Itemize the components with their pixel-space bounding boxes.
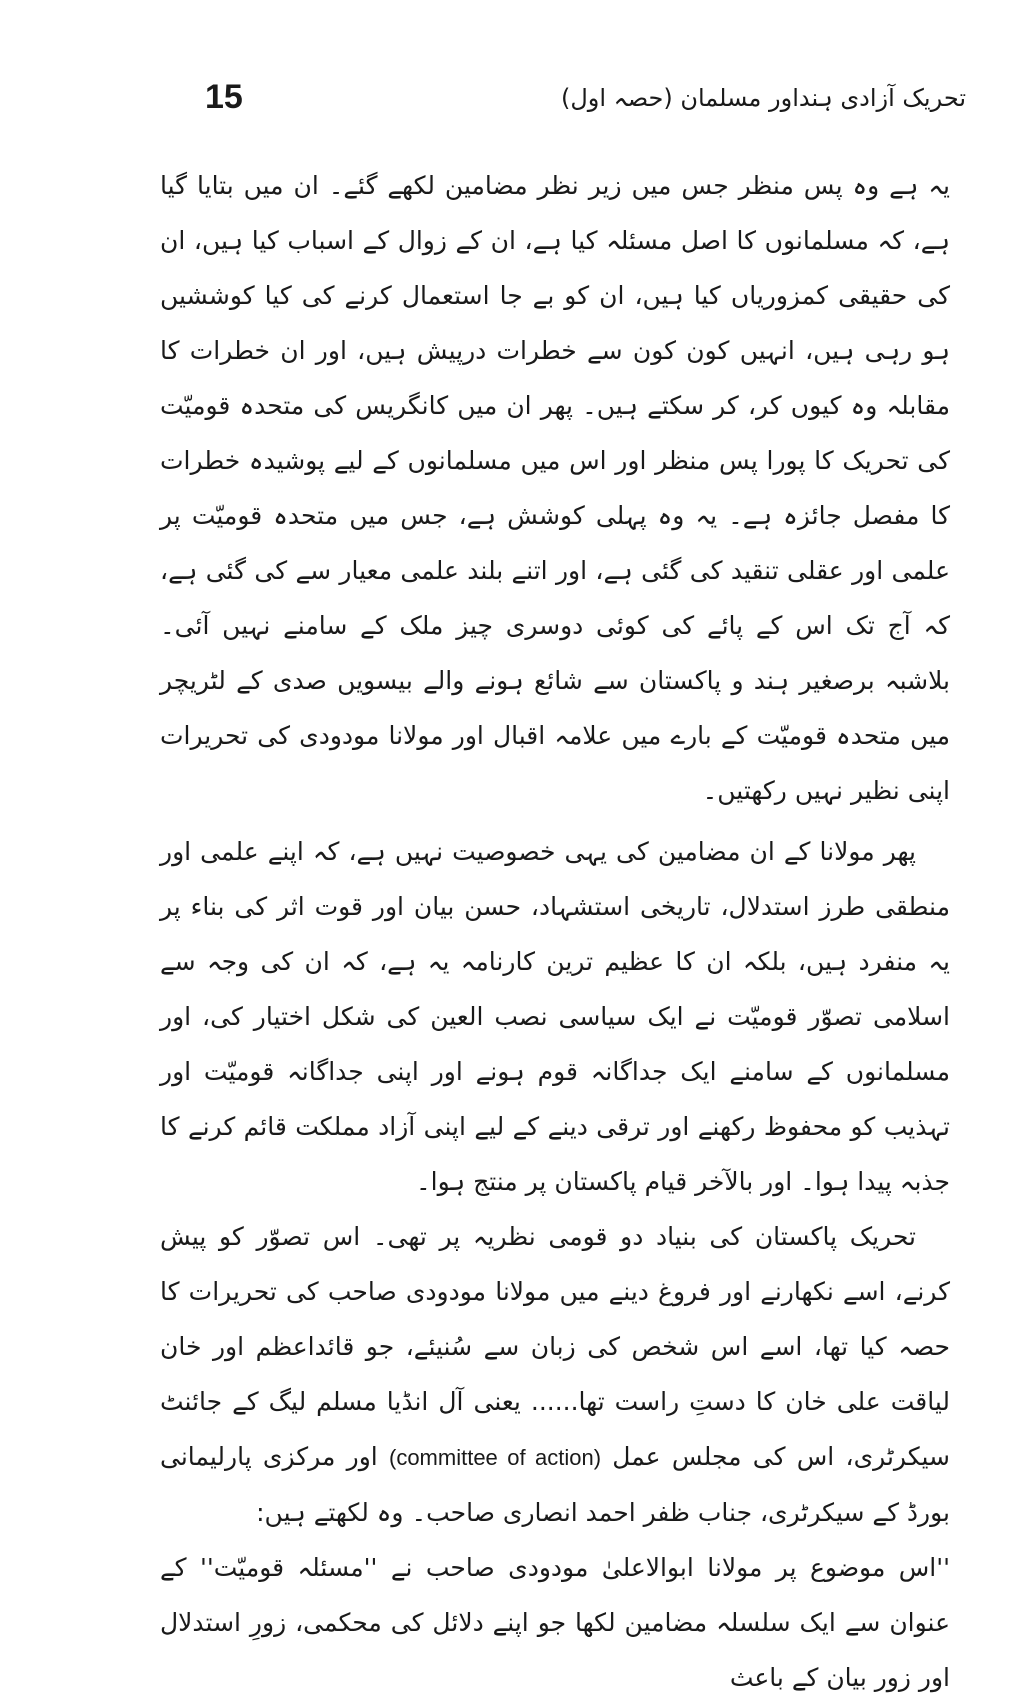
- english-term: (committee of action): [389, 1445, 602, 1470]
- page-number: 15: [205, 78, 243, 116]
- body-text: [160, 158, 950, 1705]
- paragraph-2: پھر مولانا کے ان مضامین کی یہی خصوصیت نہیں ہے، کہ اپنے علمی اور منطقی طرز استدلال، تاریخی استشہاد، حسن بیان اور قوت اثر کی بناء پر یہ منفرد ہیں، بلکہ ان کا عظیم ترین کارنامہ یہ ہے، کہ ان کی وجہ سے اسلامی تصوّر قومیّت نے ایک سیاسی نصب العین کی شکل اختیار کی، اور مسلمانوں کے سامنے ایک جداگانہ قوم ہونے اور اپنی جداگانہ قومیّت اور تہذیب کو محفوظ رکھنے اور ترقی دینے کے لیے اپنی آزاد مملکت قائم کرنے کا جذبہ پیدا ہوا۔ اور بالآخر قیام پاکستان پر منتج ہوا۔: [160, 837, 950, 1196]
- paragraph-1: یہ ہے وہ پس منظر جس میں زیر نظر مضامین لکھے گئے۔ ان میں بتایا گیا ہے، کہ مسلمانوں کا اصل مسئلہ کیا ہے، ان کے زوال کے اسباب کیا ہیں، ان کی حقیقی کمزوریاں کیا ہیں، ان کو بے جا استعمال کرنے کی کیا کوششیں ہو رہی ہیں، انہیں کون کون سے خطرات درپیش ہیں، اور ان خطرات کا مقابلہ وہ کیوں کر، کر سکتے ہیں۔ پھر ان میں کانگریس کی متحدہ قومیّت کی تحریک کا پورا پس منظر اور اس میں مسلمانوں کے لیے پوشیدہ خطرات کا مفصل جائزہ ہے۔ یہ وہ پہلی کوشش ہے، جس میں متحدہ قومیّت پر علمی اور عقلی تنقید کی گئی ہے، اور اتنے بلند علمی معیار سے کی گئی ہے، کہ آج تک اس کے پائے کی کوئی دوسری چیز ملک کے سامنے نہیں آئی۔ بلاشبہ برصغیر ہند و پاکستان سے شائع ہونے والے بیسویں صدی کے لٹریچر میں متحدہ قومیّت کے بارے میں علامہ اقبال اور مولانا مودودی کی تحریرات اپنی نظیر نہیں رکھتیں۔: [160, 171, 950, 805]
- paragraph-3: [160, 1209, 950, 1540]
- paragraph-3-text-end: اور مرکزی پارلیمانی بورڈ کے سیکرٹری، جناب ظفر احمد انصاری صاحب۔ وہ لکھتے ہیں:: [160, 1442, 950, 1527]
- paragraph-3-text-start: تحریک پاکستان کی بنیاد دو قومی نظریہ پر تھی۔ اس تصوّر کو پیش کرنے، اسے نکھارنے اور فروغ دینے میں مولانا مودودی صاحب کی تحریرات کا حصہ کیا تھا، اسے اس شخص کی زبان سے سُنیئے، جو قائداعظم اور خان لیاقت علی خان کا دستِ راست تھا...... یعنی آل انڈیا مسلم لیگ کے جائنٹ سیکرٹری، اس کی مجلس عمل: [160, 1222, 950, 1471]
- running-header: تحریک آزادی ہنداور مسلمان (حصہ اول): [560, 84, 966, 112]
- quotation-paragraph: ''اس موضوع پر مولانا ابوالاعلیٰ مودودی صاحب نے ''مسئلہ قومیّت'' کے عنوان سے ایک سلسلہ مضامین لکھا جو اپنے دلائل کی محکمی، زورِ استدلال اور زور بیان کے باعث: [160, 1553, 950, 1692]
